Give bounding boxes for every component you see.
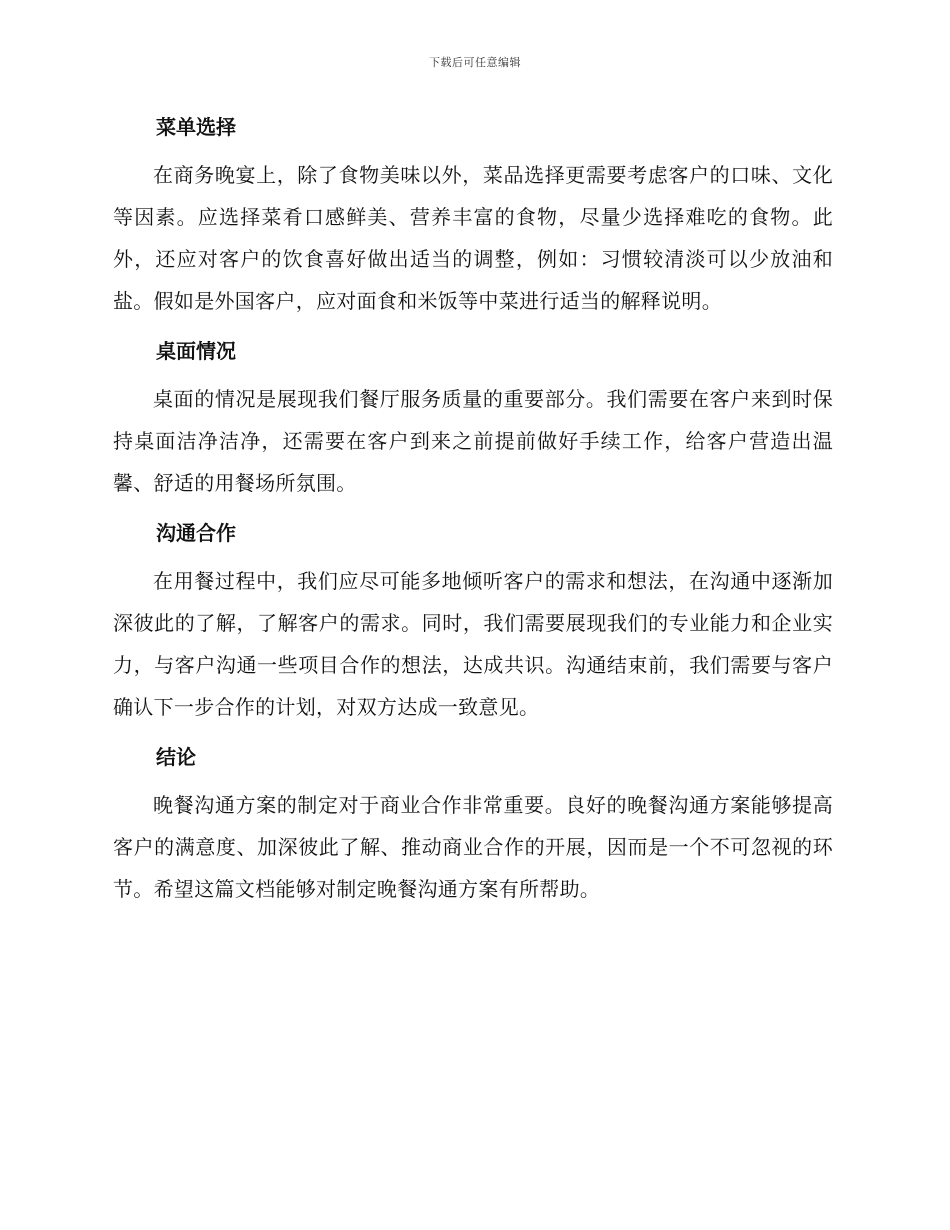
section-body-menu: 在商务晚宴上，除了食物美味以外，菜品选择更需要考虑客户的口味、文化等因素。应选择菜肴口感鲜美、营养丰富的食物，尽量少选择难吃的食物。此外，还应对客户的饮食喜好做出适当的调整，例如：习惯较清淡可以少放油和盐。假如是外国客户，应对面食和米饭等中菜进行适当的解释说明。 — [113, 163, 833, 313]
section-body-conclusion: 晚餐沟通方案的制定对于商业合作非常重要。良好的晚餐沟通方案能够提高客户的满意度、加深彼此了解、推动商业合作的开展，因而是一个不可忽视的环节。希望这篇文档能够对制定晚餐沟通方案有所帮助。 — [113, 793, 833, 901]
document-content — [113, 110, 833, 922]
section-heading-communication: 沟通合作 — [156, 521, 236, 545]
section-heading-table: 桌面情况 — [156, 339, 236, 363]
section-heading-conclusion: 结论 — [156, 745, 196, 769]
header-note: 下载后可任意编辑 — [429, 56, 521, 69]
section-body-table: 桌面的情况是展现我们餐厅服务质量的重要部分。我们需要在客户来到时保持桌面洁净洁净，还需要在客户到来之前提前做好手续工作，给客户营造出温馨、舒适的用餐场所氛围。 — [113, 387, 833, 495]
section-body-communication: 在用餐过程中，我们应尽可能多地倾听客户的需求和想法，在沟通中逐渐加深彼此的了解，了解客户的需求。同时，我们需要展现我们的专业能力和企业实力，与客户沟通一些项目合作的想法，达成共识。沟通结束前，我们需要与客户确认下一步合作的计划，对双方达成一致意见。 — [113, 569, 833, 719]
section-heading-menu: 菜单选择 — [156, 115, 236, 139]
